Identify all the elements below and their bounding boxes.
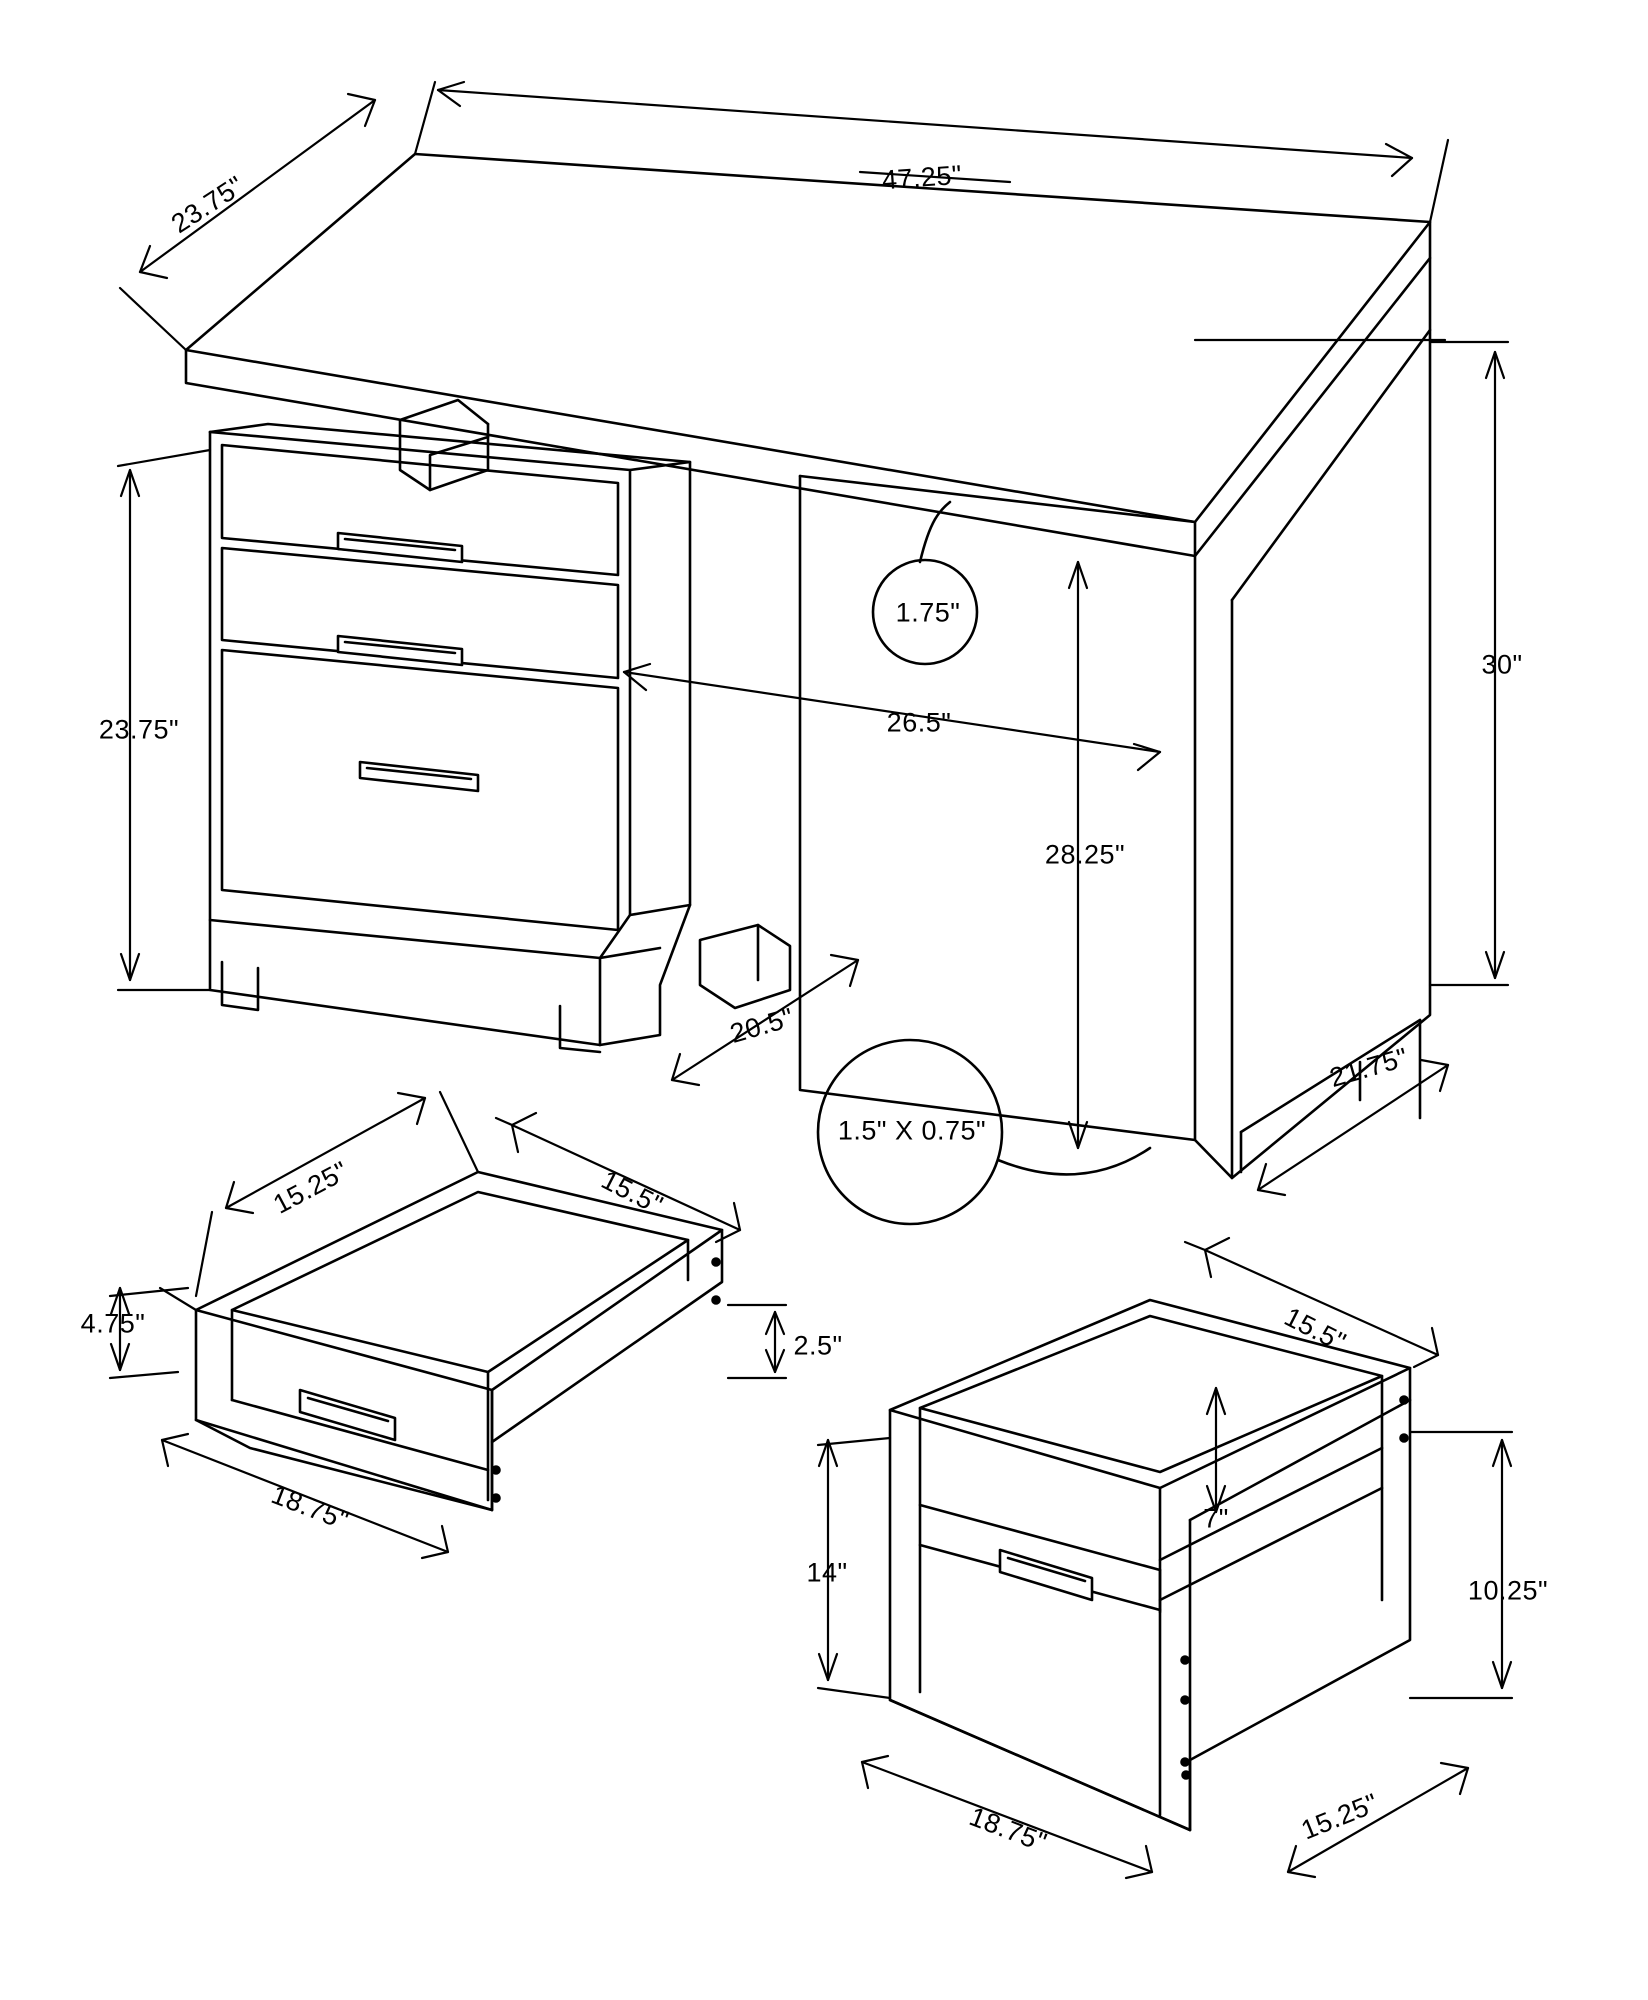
desk-modesty-bracket bbox=[400, 400, 488, 490]
dimension-label-top-thickness: 1.75" bbox=[895, 597, 961, 628]
dimension-label-file-drawer-inner-height: 7" bbox=[1203, 1503, 1229, 1534]
dimension-label-small-drawer-side-height: 2.5" bbox=[793, 1330, 843, 1361]
dimension-label-overall-height: 30" bbox=[1481, 649, 1523, 680]
dimension-label-file-drawer-inner-depth: 15.25" bbox=[1297, 1787, 1383, 1846]
dimension-label-apron-height: 28.25" bbox=[1044, 839, 1126, 870]
cabinet-drawer-fronts bbox=[222, 445, 618, 930]
file-cabinet-body bbox=[210, 424, 790, 1052]
small-drawer bbox=[196, 1172, 722, 1510]
file-drawer bbox=[890, 1300, 1410, 1830]
dimension-lines-small-drawer bbox=[110, 1092, 786, 1558]
dimension-label-knee-clearance: 26.5" bbox=[886, 707, 952, 738]
dimension-label-file-drawer-inner-width: 15.5" bbox=[1279, 1301, 1351, 1358]
dimension-label-leg-depth: 21.75" bbox=[1326, 1042, 1412, 1093]
dimension-label-cabinet-depth: 20.5" bbox=[726, 1002, 798, 1049]
desk-top bbox=[186, 154, 1430, 556]
dimension-label-depth-top: 23.75" bbox=[165, 170, 250, 239]
desk-right-leg bbox=[1195, 258, 1430, 1178]
dimension-label-small-drawer-front-width: 18.75" bbox=[267, 1479, 353, 1536]
desk-back-panel bbox=[800, 476, 1195, 1140]
dimension-label-cabinet-height: 23.75" bbox=[98, 714, 180, 745]
dimension-label-small-drawer-front-height: 4.75" bbox=[80, 1308, 146, 1339]
dimension-label-file-drawer-front-height: 14" bbox=[806, 1557, 848, 1588]
dimension-label-file-drawer-front-width: 18.75" bbox=[965, 1801, 1051, 1858]
dimension-label-small-drawer-inner-depth: 15.25" bbox=[268, 1155, 354, 1220]
callout-top-thickness bbox=[873, 502, 977, 664]
dimension-label-handle-profile: 1.5" X 0.75" bbox=[837, 1115, 987, 1146]
dimension-label-width-top: 47.25" bbox=[880, 159, 963, 196]
dimension-label-file-drawer-side-height: 10.25" bbox=[1467, 1575, 1549, 1606]
dimension-lines-main bbox=[118, 82, 1508, 1195]
dimension-label-small-drawer-inner-width: 15.5" bbox=[596, 1164, 668, 1221]
